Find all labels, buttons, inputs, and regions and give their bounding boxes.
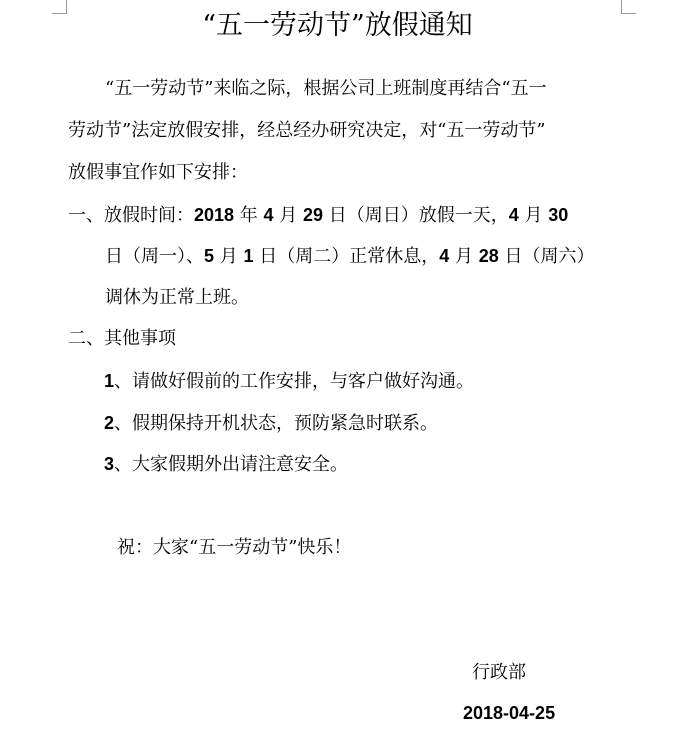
day-text-1: 日（周日）放假一天，	[323, 205, 509, 226]
day-number-2: 30	[548, 205, 569, 225]
list-item-text: 、假期保持开机状态，预防紧急时联系。	[114, 413, 439, 434]
issuing-department: 行政部	[472, 662, 526, 683]
month-unit-4: 月	[449, 246, 479, 267]
month-unit-2: 月	[518, 205, 549, 226]
day-text-2: 日（周一）、	[105, 246, 204, 267]
month-number-4: 4	[439, 246, 450, 266]
holiday-wish: 祝：大家“五一劳动节”快乐！	[117, 537, 352, 558]
intro-line-2: 劳动节”法定放假安排，经总经办研究决定，对“五一劳动节”	[68, 120, 546, 141]
other-matters-heading: 二、其他事项	[68, 328, 176, 349]
holiday-time-line-3: 调休为正常上班。	[105, 287, 249, 308]
issue-date: 2018-04-25	[463, 703, 556, 723]
day-number-1: 29	[302, 205, 323, 225]
document-title: “五一劳动节”放假通知	[202, 10, 473, 41]
list-item-number: 3	[104, 454, 115, 474]
month-unit-3: 月	[214, 246, 244, 267]
holiday-time-label: 一、放假时间：	[68, 205, 194, 226]
month-unit-1: 月	[273, 205, 303, 226]
list-item	[104, 368, 474, 395]
year-number: 2018	[194, 205, 235, 225]
month-number-2: 4	[508, 205, 519, 225]
list-item-text: 、请做好假前的工作安排，与客户做好沟通。	[114, 371, 475, 392]
day-text-4: 日（周六）	[498, 246, 595, 267]
year-unit: 年	[234, 205, 264, 226]
list-item-text: 、大家假期外出请注意安全。	[114, 454, 349, 475]
holiday-time-line-1	[68, 202, 568, 229]
month-number-3: 5	[204, 246, 215, 266]
intro-line-1: “五一劳动节”来临之际，根据公司上班制度再结合“五一	[105, 78, 547, 99]
holiday-time-line-2	[105, 243, 594, 270]
day-number-3: 1	[243, 246, 254, 266]
day-text-3: 日（周二）正常休息，	[253, 246, 440, 267]
month-number-1: 4	[263, 205, 274, 225]
day-number-4: 28	[478, 246, 499, 266]
intro-line-3: 放假事宜作如下安排：	[68, 162, 248, 183]
list-item-number: 1	[104, 371, 115, 391]
list-item	[104, 451, 348, 478]
list-item	[104, 410, 438, 437]
list-item-number: 2	[104, 413, 115, 433]
